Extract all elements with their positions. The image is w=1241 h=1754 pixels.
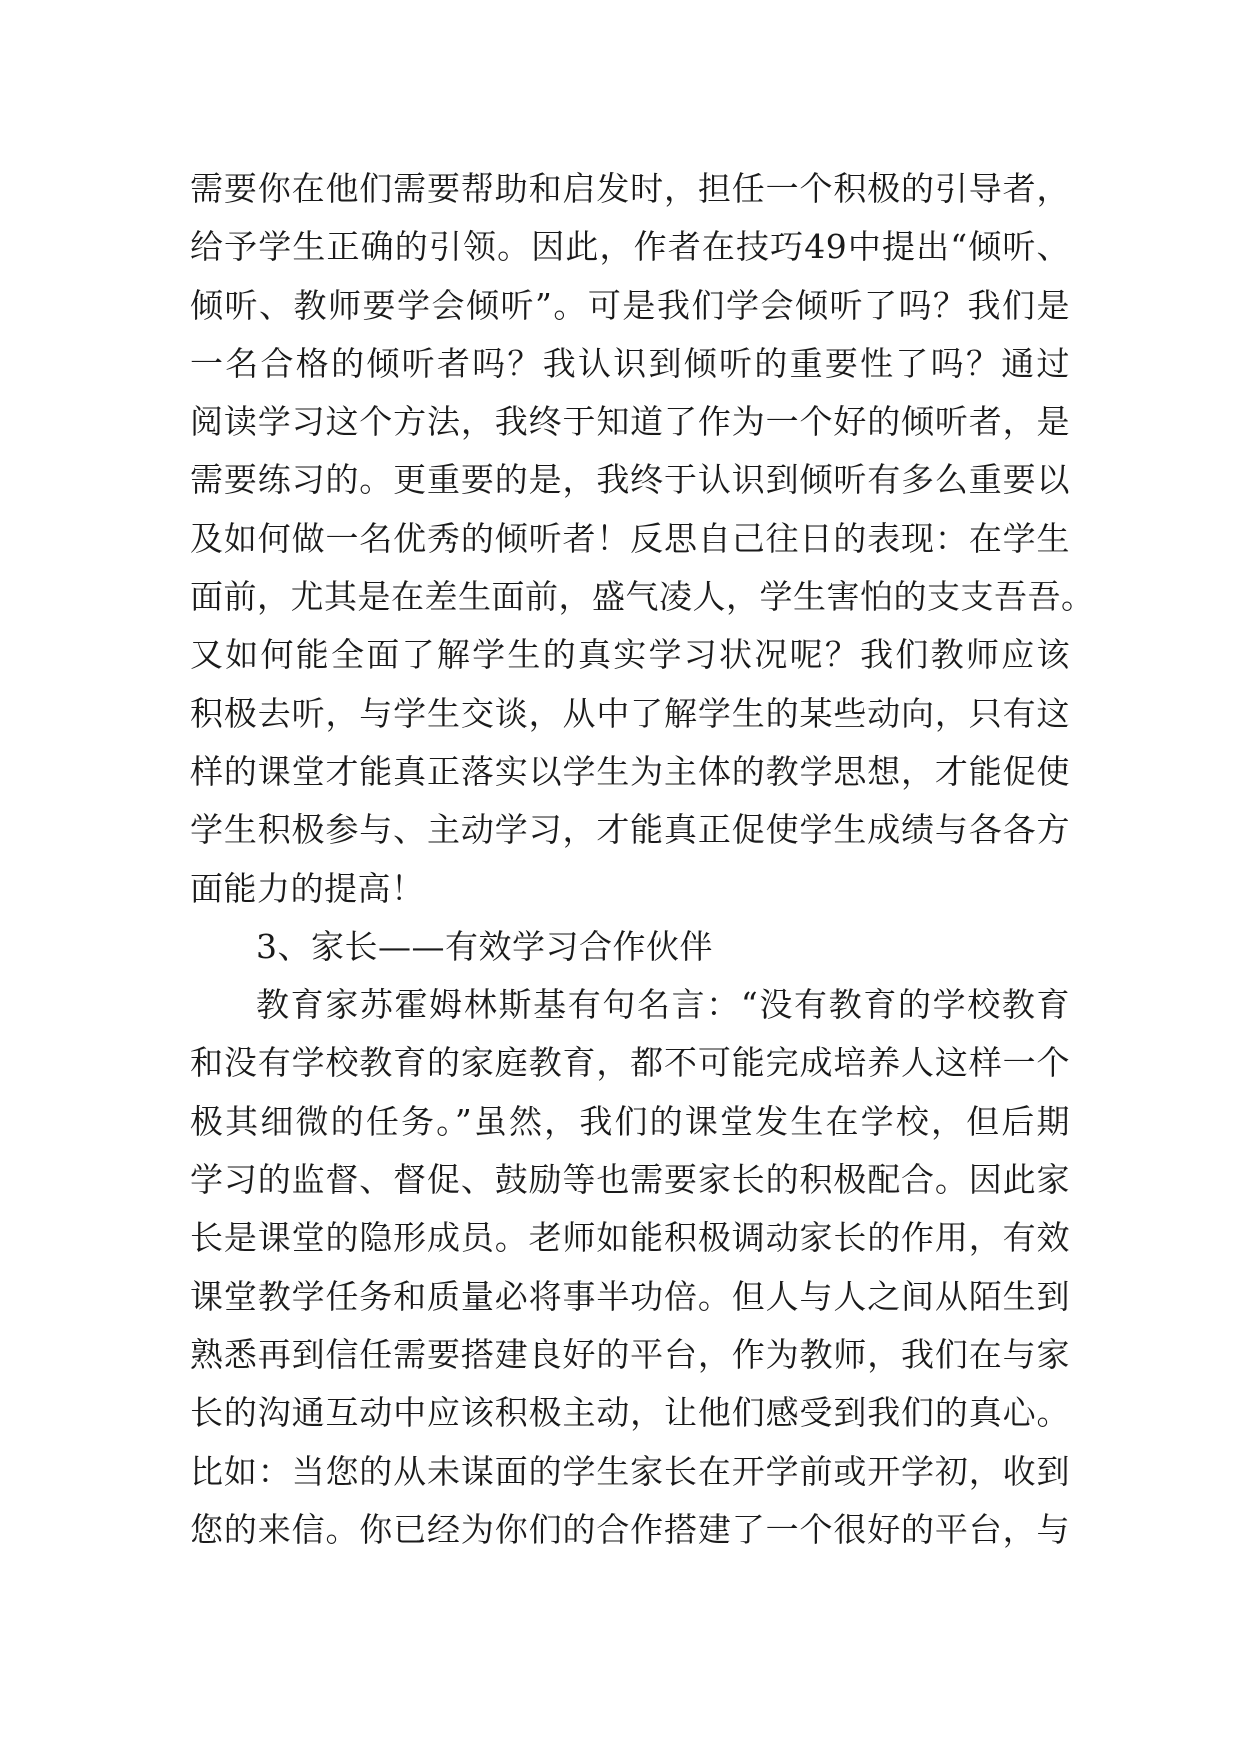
body-text — [190, 160, 1095, 1559]
text-line: 熟悉再到信任需要搭建良好的平台，作为教师，我们在与家 — [190, 1334, 1070, 1374]
text-line: 样的课堂才能真正落实以学生为主体的教学思想，才能促使 — [190, 751, 1070, 791]
text-line: 倾听、教师要学会倾听”。可是我们学会倾听了吗？我们是 — [190, 285, 1070, 325]
text-line: 阅读学习这个方法，我终于知道了作为一个好的倾听者，是 — [190, 402, 1070, 442]
text-line: 需要你在他们需要帮助和启发时，担任一个积极的引导者， — [190, 169, 1070, 208]
text-line: 极其细微的任务。”虽然，我们的课堂发生在学校，但后期 — [190, 1101, 1070, 1141]
text-line: 给予学生正确的引领。因此，作者在技巧49中提出“倾听、 — [190, 227, 1070, 267]
text-line: 需要练习的。更重要的是，我终于认识到倾听有多么重要以 — [190, 460, 1070, 500]
text-line: 又如何能全面了解学生的真实学习状况呢？我们教师应该 — [190, 635, 1070, 675]
text-line: 长的沟通互动中应该积极主动，让他们感受到我们的真心。 — [190, 1393, 1070, 1433]
text-line: 面前，尤其是在差生面前，盛气凌人，学生害怕的支支吾吾。 — [190, 577, 1095, 617]
text-line: 积极去听，与学生交谈，从中了解学生的某些动向，只有这 — [190, 693, 1070, 733]
text-line: 长是课堂的隐形成员。老师如能积极调动家长的作用，有效 — [190, 1218, 1070, 1258]
text-line: 您的来信。你已经为你们的合作搭建了一个很好的平台，与 — [190, 1509, 1070, 1549]
text-line: 课堂教学任务和质量必将事半功倍。但人与人之间从陌生到 — [190, 1276, 1070, 1316]
text-line: 一名合格的倾听者吗？我认识到倾听的重要性了吗？通过 — [190, 343, 1070, 383]
text-line: 学生积极参与、主动学习，才能真正促使学生成绩与各各方 — [190, 810, 1070, 850]
text-line: 学习的监督、督促、鼓励等也需要家长的积极配合。因此家 — [190, 1160, 1070, 1200]
text-line: 教育家苏霍姆林斯基有句名言：“没有教育的学校教育 — [256, 985, 1070, 1025]
text-line: 比如：当您的从未谋面的学生家长在开学前或开学初，收到 — [190, 1451, 1070, 1491]
text-line: 面能力的提高！ — [190, 868, 425, 908]
text-line: 及如何做一名优秀的倾听者！反思自己往日的表现：在学生 — [190, 518, 1070, 558]
text-line: 和没有学校教育的家庭教育，都不可能完成培养人这样一个 — [190, 1043, 1070, 1083]
section-heading: 3、家长——有效学习合作伙伴 — [256, 926, 713, 966]
